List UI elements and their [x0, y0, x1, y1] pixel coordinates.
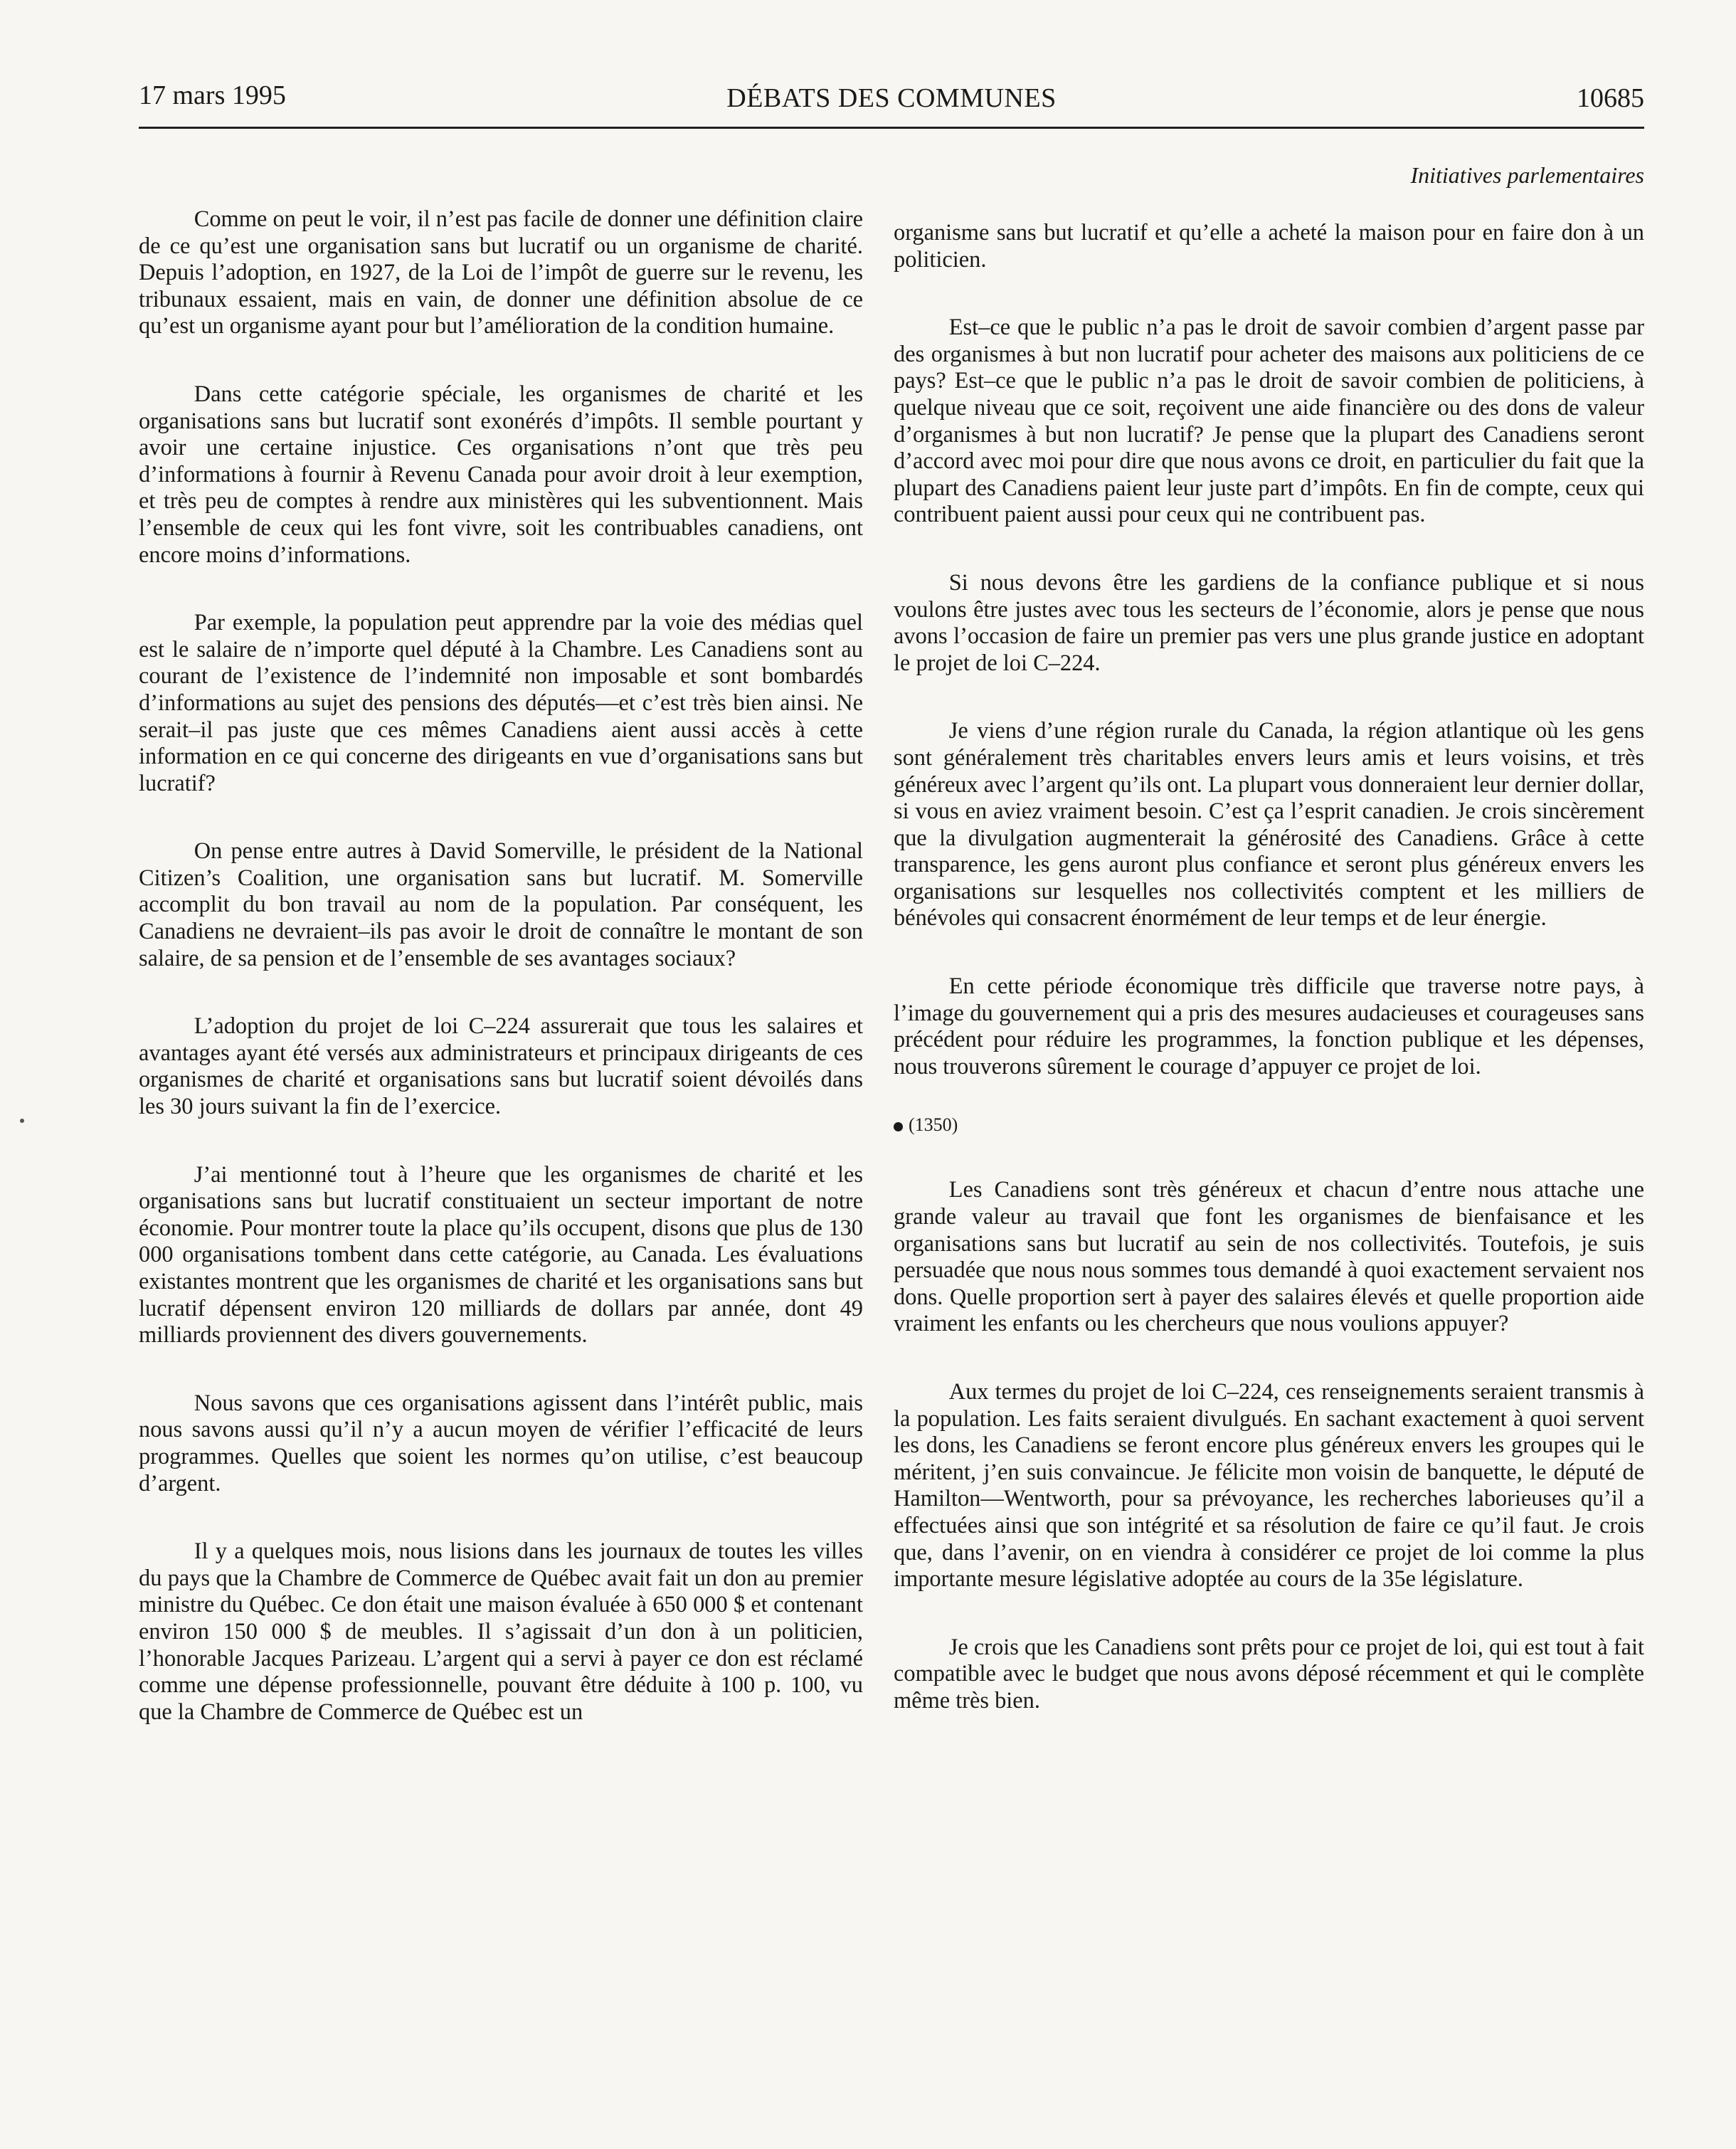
paragraph: Les Canadiens sont très généreux et chacun d’entre nous attache une grande valeur au travail que font les organismes de bienfaisance et les organisations sans but lucratif au sein de nos collectivités. Toutefois, je suis persuadée que nous nous sommes tous demandé à quoi exactement servaient nos dons. Quelle proportion sert à payer des salaires élevés et quelle proportion aide vraiment les enfants ou les chercheurs que nous voulions appuyer?: [894, 1177, 1644, 1337]
section-rubric: Initiatives parlementaires: [1410, 162, 1644, 188]
paragraph: J’ai mentionné tout à l’heure que les organismes de charité et les organisations sans but lucratif constituaient un secteur important de notre économie. Pour montrer toute la place qu’ils occupent, disons que plus de 130 000 organisations tombent dans cette catégorie, au Canada. Les évaluations existantes montrent que les organismes de charité et les organisations sans but lucratif dépensent environ 120 milliards de dollars par année, dont 49 milliards proviennent des divers gouvernements.: [139, 1161, 863, 1348]
page-number: 10685: [1577, 83, 1644, 113]
header-title: DÉBATS DES COMMUNES: [726, 83, 1057, 113]
left-column: [139, 206, 863, 1726]
time-marker: [894, 1114, 1644, 1136]
paragraph: Est–ce que le public n’a pas le droit de savoir combien d’argent passe par des organismes à but non lucratif pour acheter des maisons aux politiciens de ce pays? Est–ce que le public n’a pas le droit de savoir combien de politiciens, à quelque niveau que ce soit, reçoivent une aide financière ou des dons de valeur d’organismes à but non lucratif? Je pense que la plupart des Canadiens seront d’accord avec moi pour dire que nous avons ce droit, en particulier du fait que la plupart des Canadiens paient leur juste part d’impôts. En fin de compte, ceux qui contribuent paient aussi pour ceux qui ne contribuent pas.: [894, 315, 1644, 528]
paragraph: Il y a quelques mois, nous lisions dans les journaux de toutes les villes du pays que la Chambre de Commerce de Québec avait fait un don au premier ministre du Québec. Ce don était une maison évaluée à 650 000 $ et contenant environ 150 000 $ de meubles. Il s’agissait d’un don à un politicien, l’honorable Jacques Parizeau. L’argent qui a servi à payer ce don est réclamé comme une dépense professionnelle, pouvant être déduite à 100 p. 100, vu que la Chambre de Commerce de Québec est un: [139, 1538, 863, 1725]
page-header: [139, 80, 1644, 130]
header-date: 17 mars 1995: [139, 80, 286, 110]
time-marker-label: (1350): [909, 1114, 958, 1136]
paragraph: Aux termes du projet de loi C–224, ces renseignements seraient transmis à la population. Les faits seraient divulgués. En sachant exactement à quoi servent les dons, les Canadiens se feront encore plus généreux envers les groupes qui le méritent, j’en suis convaincue. Je félicite mon voisin de banquette, le député de Hamilton—Wentworth, pour sa prévoyance, les recherches laborieuses qu’il a effectuées ainsi que son intégrité et sa résolution de faire ce qu’il faut. Je crois que, dans l’avenir, on en viendra à considérer ce projet de loi comme la plus importante mesure législative adoptée au cours de la 35e législature.: [894, 1379, 1644, 1593]
paragraph: En cette période économique très difficile que traverse notre pays, à l’image du gouvernement qui a pris des mesures audacieuses et courageuses sans précédent pour réduire les programmes, la fonction publique et les dépenses, nous trouverons sûrement le courage d’appuyer ce projet de loi.: [894, 973, 1644, 1079]
paragraph: Comme on peut le voir, il n’est pas facile de donner une définition claire de ce qu’est une organisation sans but lucratif ou un organisme de charité. Depuis l’adoption, en 1927, de la Loi de l’impôt de guerre sur le revenu, les tribunaux essaient, mais en vain, de donner une définition absolue de ce qu’est un organisme ayant pour but l’amélioration de la condition humaine.: [139, 206, 863, 339]
paragraph: On pense entre autres à David Somerville, le président de la National Citizen’s Coalition, une organisation sans but lucratif. M. Somerville accomplit du bon travail au nom de la population. Par conséquent, les Canadiens ne devraient–ils pas avoir le droit de connaître le montant de son salaire, de sa pension et de l’ensemble de ses avantages sociaux?: [139, 838, 863, 971]
paragraph: Par exemple, la population peut apprendre par la voie des médias quel est le salaire de n’importe quel député à la Chambre. Les Canadiens sont au courant de l’existence de l’indemnité non imposable et sont bombardés d’informations au sujet des pensions des députés—et c’est très bien ainsi. Ne serait–il pas juste que ces mêmes Canadiens aient aussi accès à cette information en ce qui concerne des dirigeants en vue d’organisations sans but lucratif?: [139, 610, 863, 796]
paragraph: Je viens d’une région rurale du Canada, la région atlantique où les gens sont généralement très charitables envers leurs amis et leurs voisins, et très généreux avec l’argent qu’ils ont. La plupart vous donneraient leur dernier dollar, si vous en aviez vraiment besoin. C’est ça l’esprit canadien. Je crois sincèrement que la divulgation augmenterait la générosité des Canadiens. Grâce à cette transparence, les gens auront plus confiance et seront plus généreux envers les organisations sur lesquelles nos collectivités comptent et les milliers de bénévoles qui consacrent énormément de leur temps et de leur énergie.: [894, 718, 1644, 931]
scan-speck: [20, 1119, 24, 1123]
paragraph: Je crois que les Canadiens sont prêts pour ce projet de loi, qui est tout à fait compatible avec le budget que nous avons déposé récemment et qui le complète même très bien.: [894, 1634, 1644, 1714]
right-column: [894, 220, 1644, 1715]
bullet-icon: [894, 1122, 903, 1131]
paragraph-continuation: organisme sans but lucratif et qu’elle a acheté la maison pour en faire don à un politicien.: [894, 220, 1644, 273]
header-rule: [139, 127, 1644, 129]
paragraph: L’adoption du projet de loi C–224 assurerait que tous les salaires et avantages ayant été versés aux administrateurs et principaux dirigeants de ces organismes de charité et organisations sans but lucratif soient dévoilés dans les 30 jours suivant la fin de l’exercice.: [139, 1013, 863, 1120]
paragraph: Nous savons que ces organisations agissent dans l’intérêt public, mais nous savons aussi qu’il n’y a aucun moyen de vérifier l’efficacité de leurs programmes. Quelles que soient les normes qu’on utilise, c’est beaucoup d’argent.: [139, 1390, 863, 1496]
paragraph: Dans cette catégorie spéciale, les organismes de charité et les organisations sans but lucratif sont exonérés d’impôts. Il semble pourtant y avoir une certaine injustice. Ces organisations n’ont que très peu d’informations à fournir à Revenu Canada pour avoir droit à leur exemption, et très peu de comptes à rendre aux ministères qui les subventionnent. Mais l’ensemble de ceux qui les font vivre, soit les contribuables canadiens, ont encore moins d’informations.: [139, 381, 863, 568]
paragraph: Si nous devons être les gardiens de la confiance publique et si nous voulons être justes avec tous les secteurs de l’économie, alors je pense que nous avons l’occasion de faire un premier pas vers une plus grande justice en adoptant le projet de loi C–224.: [894, 569, 1644, 676]
